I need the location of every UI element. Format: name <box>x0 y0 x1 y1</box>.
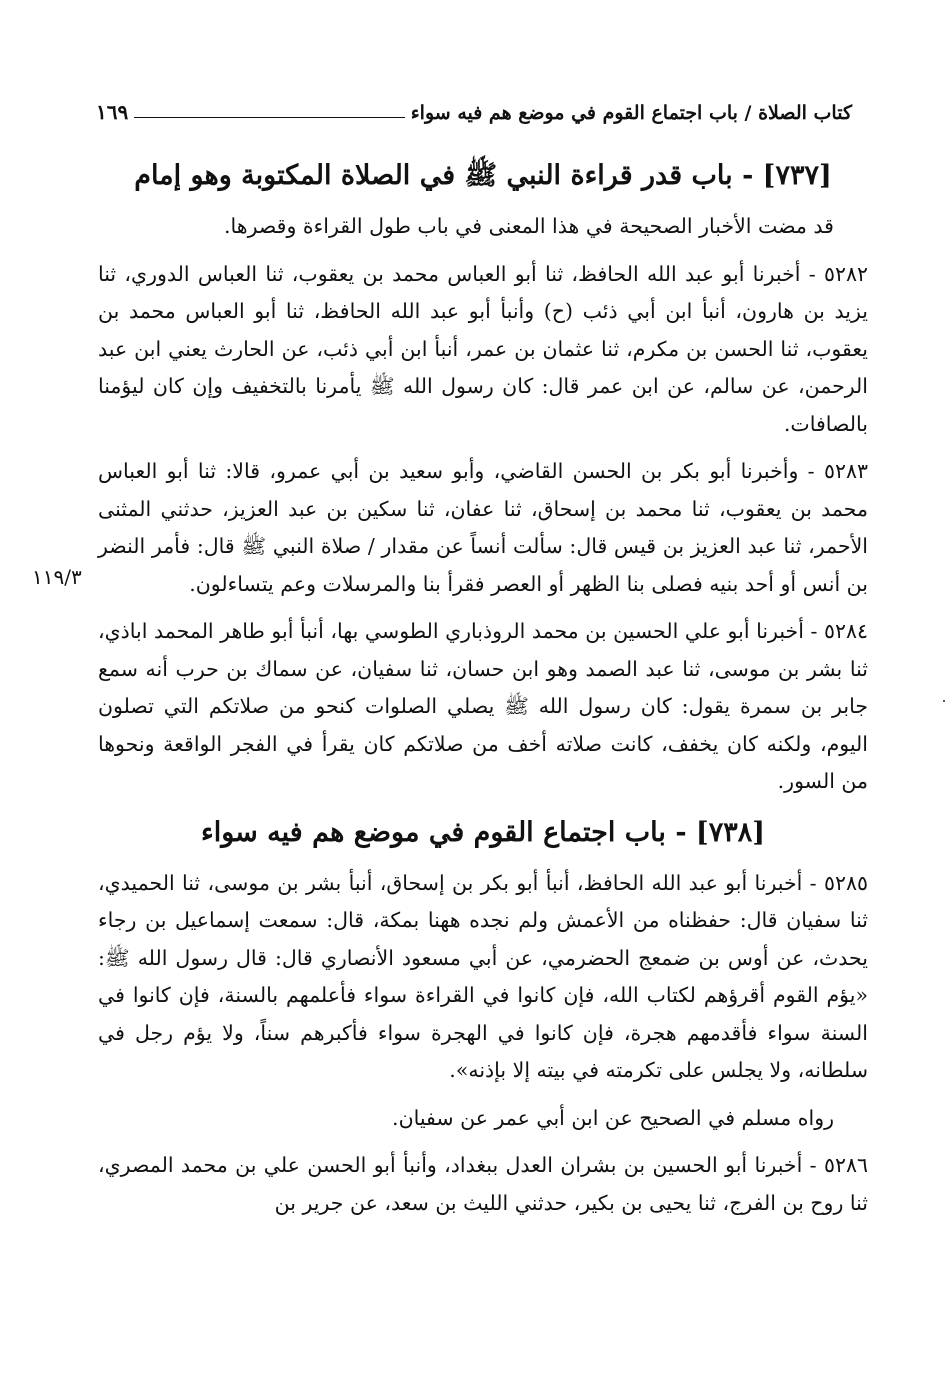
hadith-5282: ٥٢٨٢ - أخبرنا أبو عبد الله الحافظ، ثنا أبو العباس محمد بن يعقوب، ثنا العباس الدوري، ثنا يزيد بن هارون، أنبأ ابن أبي ذئب (ح) وأنبأ أبو عبد الله الحافظ، ثنا أبو العباس محمد بن يعقوب، ثنا الحسن بن مكرم، ثنا عثمان بن عمر، أنبأ ابن أبي ذئب، عن الحارث يعني ابن عبد الرحمن، عن سالم، عن ابن عمر قال: كان رسول الله ﷺ يأمرنا بالتخفيف وإن كان ليؤمنا بالصافات. <box>98 261 868 436</box>
page-content <box>98 150 868 1232</box>
narration-note: رواه مسلم في الصحيح عن ابن أبي عمر عن سفيان. <box>392 1105 834 1130</box>
hadith-5286: ٥٢٨٦ - أخبرنا أبو الحسين بن بشران العدل ببغداد، وأنبأ أبو الحسن علي بن محمد المصري، ثنا روح بن الفرج، ثنا يحيى بن بكير، حدثني الليث بن سعد، عن جرير بن <box>98 1153 868 1215</box>
margin-page-reference: ١١٩/٣ <box>32 565 82 589</box>
header-rule <box>134 117 405 118</box>
hadith-5285: ٥٢٨٥ - أخبرنا أبو عبد الله الحافظ، أنبأ أبو بكر بن إسحاق، أنبأ بشر بن موسى، ثنا الحميدي، ثنا سفيان قال: حفظناه من الأعمش ولم نجده ههنا بمكة، قال: سمعت إسماعيل بن رجاء يحدث، عن أوس بن ضمعج الحضرمي، عن أبي مسعود الأنصاري قال: قال رسول الله ﷺ: «يؤم القوم أقرؤهم لكتاب الله، فإن كانوا في القراءة سواء فأعلمهم بالسنة، فإن كانوا في السنة سواء فأقدمهم هجرة، فإن كانوا في الهجرة سواء فأكبرهم سناً، ولا يؤم رجل في سلطانه، ولا يجلس على تكرمته في بيته إلا بإذنه». <box>98 870 868 1082</box>
page-header <box>96 100 852 124</box>
page-number: ١٦٩ <box>96 100 129 124</box>
scan-mark <box>943 700 945 702</box>
running-title: كتاب الصلاة / باب اجتماع القوم في موضع هم فيه سواء <box>410 102 852 124</box>
chapter-heading-737: [٧٣٧] - باب قدر قراءة النبي ﷺ في الصلاة المكتوبة وهو إمام <box>134 160 832 191</box>
hadith-5284: ٥٢٨٤ - أخبرنا أبو علي الحسين بن محمد الروذباري الطوسي بها، أنبأ أبو طاهر المحمد اباذي، ثنا بشر بن موسى، ثنا عبد الصمد وهو ابن حسان، ثنا سفيان، عن سماك بن حرب أنه سمع جابر بن سمرة يقول: كان رسول الله ﷺ يصلي الصلوات كنحو من صلاتكم التي تصلون اليوم، ولكنه كان يخفف، كانت صلاته أخف من صلاتكم كان يقرأ في الفجر الواقعة ونحوها من السور. <box>98 619 868 793</box>
hadith-5283: ٥٢٨٣ - وأخبرنا أبو بكر بن الحسن القاضي، وأبو سعيد بن أبي عمرو، قالا: ثنا أبو العباس محمد بن يعقوب، ثنا محمد بن إسحاق، ثنا عفان، ثنا سكين بن عبد العزيز، حدثني المثنى الأحمر، ثنا عبد العزيز بن قيس قال: سألت أنساً عن مقدار / صلاة النبي ﷺ قال: فأمر النضر بن أنس أو أحد بنيه فصلى بنا الظهر أو العصر فقرأ بنا والمرسلات وعم يتساءلون. <box>98 459 868 596</box>
intro-paragraph: قد مضت الأخبار الصحيحة في هذا المعنى في باب طول القراءة وقصرها. <box>224 214 834 238</box>
chapter-heading-738: [٧٣٨] - باب اجتماع القوم في موضع هم فيه سواء <box>201 816 765 848</box>
